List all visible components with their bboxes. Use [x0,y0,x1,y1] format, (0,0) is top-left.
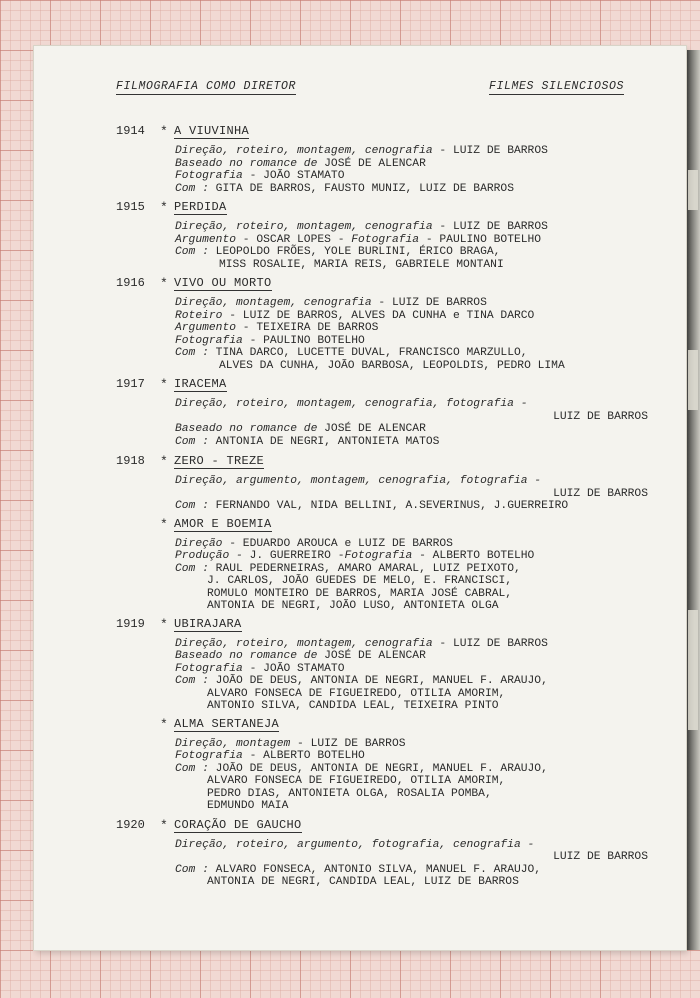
credit-line [175,538,686,551]
credit-names: - ALBERTO BOTELHO [412,550,535,562]
film-credits [175,638,686,713]
credit-role: Fotografia [175,750,243,762]
credit-names: ANTONIO SILVA, CANDIDA LEAL, TEIXEIRA PINTO [207,700,499,712]
film-credits [175,839,686,889]
credit-role: Com : [175,863,209,876]
credit-role: Direção, roteiro, montagem, cenografia, fotografia - [175,398,528,410]
film-title: PERDIDA [174,200,227,214]
film-title: IRACEMA [174,377,227,391]
credit-line [175,550,686,563]
credit-line [175,638,686,651]
credit-role: Com : [175,500,209,512]
document-page [34,46,686,950]
credit-names: RAUL PEDERNEIRAS, AMARO AMARAL, LUIZ PEIXOTO, [208,562,521,575]
film-year: 1915 [116,200,145,214]
credit-names: - JOÃO STAMATO [242,170,345,182]
credit-role: Produção - [175,550,243,562]
credit-role: Direção [175,537,223,550]
credit-names: LEOPOLDO FRÕES, YOLE BURLINI, ÉRICO BRAGA, [208,246,501,258]
credit-line [175,876,686,889]
credit-names: ANTONIA DE NEGRI, ANTONIETA MATOS [208,435,440,448]
film-entry [34,124,686,195]
film-title: UBIRAJARA [174,616,242,631]
asterisk-icon: * [160,516,168,532]
credit-role: Com : [175,435,209,448]
credit-line [175,675,686,688]
credit-names: JOSÉ DE ALENCAR [317,423,426,435]
asterisk-icon: * [160,377,168,392]
credit-line [175,588,686,601]
credit-names: - LUIZ DE BARROS [432,221,548,233]
credit-line [175,259,686,272]
credit-names: MISS ROSALIE, MARIA REIS, GABRIELE MONTANI [219,258,504,271]
credit-names: JOÃO DE DEUS, ANTONIA DE NEGRI, MANUEL F. ARAUJO, [208,675,548,687]
credit-role: Com : [175,762,209,775]
film-year: 1914 [116,124,145,138]
film-heading [34,517,686,532]
credit-role: Com : [175,347,209,359]
header-right: FILMES SILENCIOSOS [488,80,624,93]
film-title: AMOR E BOEMIA [174,516,272,531]
credit-role: Roteiro [175,309,223,322]
credit-role: Direção, roteiro, montagem, cenografia [175,221,433,233]
credit-names: ANTONIA DE NEGRI, CANDIDA LEAL, LUIZ DE BARROS [207,876,519,888]
credit-role: Fotografia [175,662,243,675]
credit-line [175,423,686,436]
film-credits [175,738,686,813]
credit-names: - LUIZ DE BARROS [432,145,548,157]
credit-role: Fotografia [344,550,413,562]
credit-line [175,183,686,196]
credit-line [175,650,686,663]
credit-names: GITA DE BARROS, FAUSTO MUNIZ, LUIZ DE BARROS [208,182,514,195]
film-entry [34,377,686,448]
credit-role: Fotografia [351,233,420,246]
credit-line [175,335,686,348]
film-heading [34,717,686,732]
film-heading [34,454,686,469]
film-entry [34,200,686,271]
film-heading [34,377,686,392]
film-credits [175,221,686,271]
film-year: 1918 [116,454,145,468]
film-entry [34,818,686,889]
film-heading [34,617,686,632]
credit-line [175,763,686,776]
credit-names: JOSÉ DE ALENCAR [317,650,426,662]
credit-line [175,864,686,877]
credit-line [175,360,686,373]
credit-role: Argumento [175,322,237,334]
credit-names: - PAULINO BOTELHO [419,233,542,246]
credit-names: JOÃO DE DEUS, ANTONIA DE NEGRI, MANUEL F. ARAUJO, [208,762,548,775]
credit-names: ALVES DA CUNHA, JOÃO BARBOSA, LEOPOLDIS, PEDRO LIMA [219,359,565,372]
credit-role: Direção, montagem [175,737,291,750]
film-year: 1919 [116,616,145,631]
asterisk-icon: * [160,200,168,215]
credit-role: Baseado no romance de [175,650,318,662]
credit-role: Baseado no romance de [175,423,318,435]
credit-line [175,700,686,713]
credit-names: - TEIXEIRA DE BARROS [236,322,379,334]
credit-line [175,145,686,158]
credit-names: LUIZ DE BARROS [553,410,648,423]
credit-names: ROMULO MONTEIRO DE BARROS, MARIA JOSÉ CABRAL, [207,587,513,600]
credit-role: Baseado no romance de [175,157,318,170]
asterisk-icon: * [160,124,168,139]
credit-names: - EDUARDO AROUCA e LUIZ DE BARROS [222,537,453,550]
credit-line [175,347,686,360]
credit-line [175,436,686,449]
credit-names: ALVARO FONSECA DE FIGUEIREDO, OTILIA AMORIM, [207,687,506,700]
credit-line [175,234,686,247]
filmography-list [34,124,686,892]
credit-names: TINA DARCO, LUCETTE DUVAL, FRANCISCO MARZULLO, [208,347,528,359]
film-title: ZERO - TREZE [174,454,265,468]
credit-names: ALVARO FONSECA DE FIGUEIREDO, OTILIA AMORIM, [207,775,506,787]
film-credits [175,297,686,372]
film-title: A VIUVINHA [174,124,250,138]
credit-line [175,398,686,411]
film-heading [34,200,686,215]
credit-line [175,221,686,234]
credit-line [175,688,686,701]
credit-line [175,411,686,424]
credit-names: - JOÃO STAMATO [242,662,345,675]
film-entry [34,617,686,713]
credit-names: - ALBERTO BOTELHO [242,750,365,762]
credit-line [175,475,686,488]
credit-role: Direção, roteiro, montagem, cenografia [175,145,433,157]
credit-names: JOSÉ DE ALENCAR [317,157,426,170]
credit-names: - LUIZ DE BARROS [290,737,406,750]
adjacent-page-edge [686,50,700,950]
credit-names: - PAULINO BOTELHO [242,334,365,347]
film-credits [175,538,686,613]
credit-names: ALVARO FONSECA, ANTONIO SILVA, MANUEL F. ARAUJO, [208,863,542,876]
header-left: FILMOGRAFIA COMO DIRETOR [116,80,297,93]
film-title: ALMA SERTANEJA [174,716,280,731]
credit-line [175,488,686,501]
film-title: VIVO OU MORTO [174,276,272,290]
credit-role: Com : [175,562,209,575]
film-entry [34,717,686,813]
credit-names: FERNANDO VAL, NIDA BELLINI, A.SEVERINUS, J.GUERREIRO [208,500,569,512]
asterisk-icon: * [160,276,168,291]
page-header [116,80,624,96]
credit-line [175,600,686,613]
credit-names: - LUIZ DE BARROS, ALVES DA CUNHA e TINA DARCO [222,309,535,322]
credit-line [175,738,686,751]
credit-line [175,158,686,171]
credit-names: LUIZ DE BARROS [553,487,648,500]
credit-role: Fotografia [175,334,243,347]
asterisk-icon: * [160,616,168,632]
asterisk-icon: * [160,817,168,833]
credit-line [175,750,686,763]
credit-line [175,500,686,513]
credit-line [175,663,686,676]
credit-role: Com : [175,246,209,258]
credit-role: Direção, roteiro, argumento, fotografia, cenografia - [175,838,535,851]
film-year: 1917 [116,377,145,391]
credit-role: Direção, argumento, montagem, cenografia, fotografia - [175,475,542,487]
credit-names: - LUIZ DE BARROS [371,297,487,309]
credit-role: Com : [175,675,209,687]
film-entry [34,517,686,613]
film-heading [34,124,686,139]
film-year: 1920 [116,817,145,832]
credit-line [175,839,686,852]
credit-names: - LUIZ DE BARROS [432,637,548,650]
film-entry [34,454,686,513]
credit-role: Com : [175,182,209,195]
credit-line [175,851,686,864]
film-credits [175,398,686,448]
film-entry [34,276,686,372]
credit-names: ANTONIA DE NEGRI, JOÃO LUSO, ANTONIETA OLGA [207,600,499,612]
credit-line [175,297,686,310]
credit-line [175,800,686,813]
credit-line [175,575,686,588]
credit-role: Direção, montagem, cenografia [175,297,372,309]
credit-line [175,310,686,323]
credit-line [175,563,686,576]
asterisk-icon: * [160,716,168,732]
credit-names: PEDRO DIAS, ANTONIETA OLGA, ROSALIA POMBA, [207,787,492,800]
credit-line [175,775,686,788]
credit-names: - OSCAR LOPES - [236,233,352,246]
credit-names: EDMUNDO MAIA [207,800,289,812]
credit-names: J. GUERREIRO - [242,550,345,562]
film-credits [175,145,686,195]
film-heading [34,818,686,833]
credit-role: Argumento [175,233,237,246]
credit-names: J. CARLOS, JOÃO GUEDES DE MELO, E. FRANCISCI, [207,575,513,587]
film-credits [175,475,686,513]
credit-names: LUIZ DE BARROS [553,851,648,863]
credit-line [175,788,686,801]
asterisk-icon: * [160,454,168,469]
credit-role: Direção, roteiro, montagem, cenografia [175,637,433,650]
credit-role: Fotografia [175,170,243,182]
film-title: CORAÇÃO DE GAUCHO [174,817,302,832]
credit-line [175,170,686,183]
credit-line [175,246,686,259]
film-heading [34,276,686,291]
film-year: 1916 [116,276,145,290]
credit-line [175,322,686,335]
